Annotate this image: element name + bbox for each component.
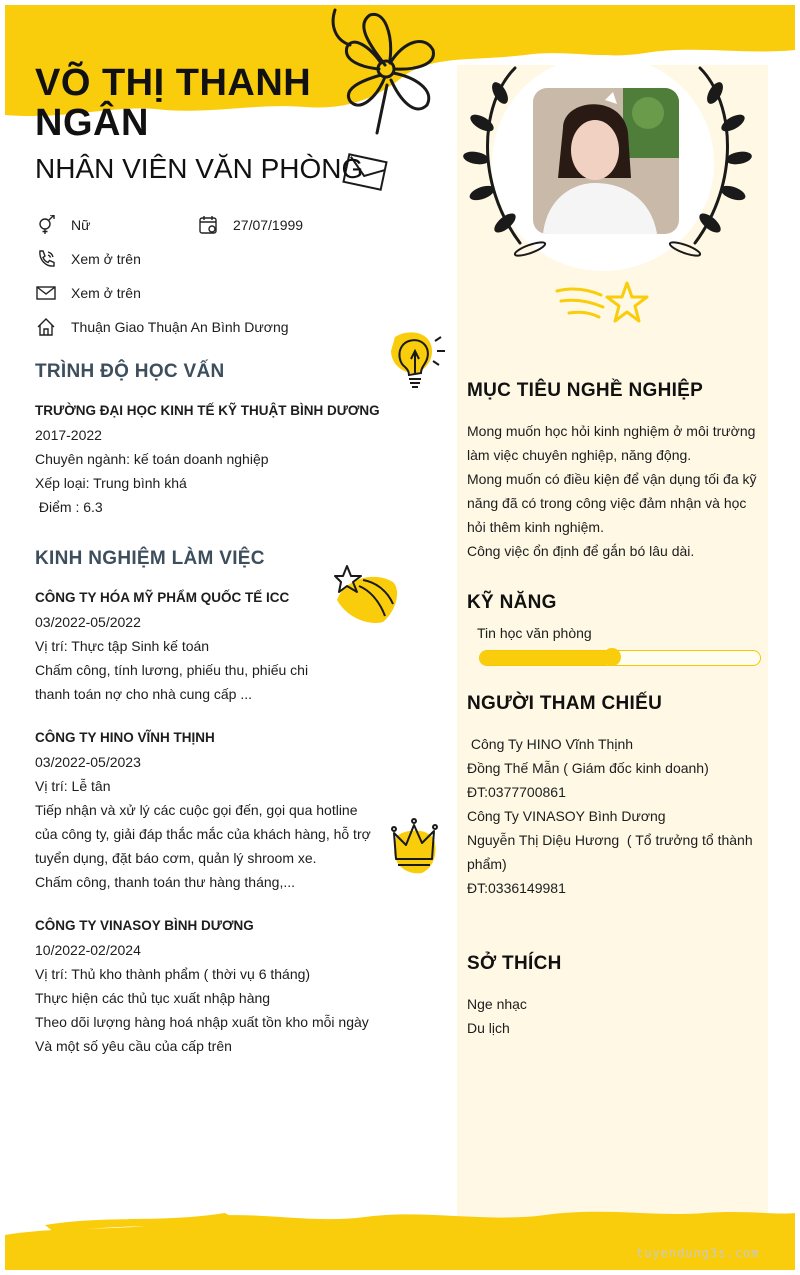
hobby-item: Du lịch xyxy=(467,1020,510,1036)
job-line: của công ty, giải đáp thắc mắc của khách hàng, hỗ trợ xyxy=(35,826,371,842)
email-value: Xem ở trên xyxy=(71,285,141,301)
gender-icon xyxy=(35,214,57,236)
job-company: CÔNG TY HINO VĨNH THỊNH xyxy=(35,730,215,745)
job-line: Theo dõi lượng hàng hoá nhập xuất tồn kho mỗi ngày xyxy=(35,1014,369,1030)
watermark: tuyendung3s.com xyxy=(636,1246,760,1260)
job-line: Tiếp nhận và xử lý các cuộc gọi đến, gọi qua hotline xyxy=(35,802,358,818)
skill-label: Tin học văn phòng xyxy=(477,625,592,641)
reference-line: ĐT:0377700861 xyxy=(467,784,566,800)
skill-level-knob xyxy=(603,648,621,666)
skill-level-fill xyxy=(480,651,612,665)
birthday-row xyxy=(197,214,303,236)
job-line: 10/2022-02/2024 xyxy=(35,942,141,958)
job-line: Chấm công, thanh toán thư hàng tháng,... xyxy=(35,874,295,890)
hobby-item: Nge nhạc xyxy=(467,996,527,1012)
reference-line: Công Ty VINASOY Bình Dương xyxy=(467,808,666,824)
reference-line: Công Ty HINO Vĩnh Thịnh xyxy=(467,736,634,752)
profile-photo xyxy=(533,88,679,234)
name-line-2: NGÂN xyxy=(35,102,149,144)
gender-value: Nữ xyxy=(71,217,91,233)
reference-line: ĐT:0336149981 xyxy=(467,880,566,896)
job-company: CÔNG TY VINASOY BÌNH DƯƠNG xyxy=(35,918,254,933)
stars-doodle-icon xyxy=(553,277,653,332)
skills-title: KỸ NĂNG xyxy=(467,592,557,613)
job-line: tuyển dụng, đặt báo cơm, quản lý shroom xe. xyxy=(35,850,317,866)
birthday-value: 27/07/1999 xyxy=(233,217,304,233)
shooting-star-doodle-icon xyxy=(333,560,403,630)
references-title: NGƯỜI THAM CHIẾU xyxy=(467,693,663,714)
objective-line: làm việc chuyên nghiệp, năng động. xyxy=(467,447,692,463)
objective-line: năng đã có trong công việc đảm nhận và học xyxy=(467,495,747,511)
objective-line: Mong muốn học hỏi kinh nghiệm ở môi trường xyxy=(467,423,756,439)
education-line: Chuyên ngành: kế toán doanh nghiệp xyxy=(35,451,269,467)
education-line: Điểm : 6.3 xyxy=(35,499,103,515)
objective-line: Công việc ổn định để gắn bó lâu dài. xyxy=(467,543,695,559)
skill-level-bar xyxy=(479,650,761,666)
reference-line: phẩm) xyxy=(467,856,507,872)
hobbies-title: SỞ THÍCH xyxy=(467,953,562,974)
reference-line: Nguyễn Thị Diệu Hương ( Tổ trưởng tổ thành xyxy=(467,832,753,848)
crown-doodle-icon xyxy=(390,815,440,877)
phone-icon xyxy=(35,248,57,270)
education-line: 2017-2022 xyxy=(35,427,102,443)
objective-line: hỏi thêm kinh nghiệm. xyxy=(467,519,604,535)
job-line: Vị trí: Thực tập Sinh kế toán xyxy=(35,638,210,654)
lightbulb-doodle-icon xyxy=(387,327,449,399)
candidate-name xyxy=(35,63,365,143)
job-title: NHÂN VIÊN VĂN PHÒNG xyxy=(35,153,364,184)
home-icon xyxy=(35,316,57,338)
education-title: TRÌNH ĐỘ HỌC VẤN xyxy=(35,361,225,382)
job-line: 03/2022-05/2023 xyxy=(35,754,141,770)
job-line: Vị trí: Thủ kho thành phẩm ( thời vụ 6 tháng) xyxy=(35,966,311,982)
experience-title: KINH NGHIỆM LÀM VIỆC xyxy=(35,548,265,569)
name-line-1: VÕ THỊ THANH xyxy=(35,62,312,104)
education-line: Xếp loại: Trung bình khá xyxy=(35,475,187,491)
objective-line: Mong muốn có điều kiện để vận dụng tối đa kỹ xyxy=(467,471,757,487)
job-line: Thực hiện các thủ tục xuất nhập hàng xyxy=(35,990,271,1006)
address-value: Thuận Giao Thuận An Bình Dương xyxy=(71,319,289,335)
job-line: thanh toán nợ cho nhà cung cấp ... xyxy=(35,686,253,702)
job-company: CÔNG TY HÓA MỸ PHẨM QUỐC TẾ ICC xyxy=(35,590,290,605)
reference-line: Đồng Thế Mẫn ( Giám đốc kinh doanh) xyxy=(467,760,709,776)
cv-page xyxy=(5,5,795,1270)
job-line: Và một số yêu cầu của cấp trên xyxy=(35,1038,232,1054)
phone-row xyxy=(35,248,141,270)
calendar-icon xyxy=(197,214,219,236)
school-name: TRƯỜNG ĐẠI HỌC KINH TẾ KỸ THUẬT BÌNH DƯƠNG xyxy=(35,403,380,418)
gender-row xyxy=(35,214,90,236)
phone-value: Xem ở trên xyxy=(71,251,141,267)
job-line: Chấm công, tính lương, phiếu thu, phiếu chi xyxy=(35,662,309,678)
email-icon xyxy=(35,282,57,304)
job-line: Vị trí: Lễ tân xyxy=(35,778,111,794)
address-row xyxy=(35,316,289,338)
objective-title: MỤC TIÊU NGHỀ NGHIỆP xyxy=(467,380,704,401)
job-line: 03/2022-05/2022 xyxy=(35,614,141,630)
email-row xyxy=(35,282,141,304)
